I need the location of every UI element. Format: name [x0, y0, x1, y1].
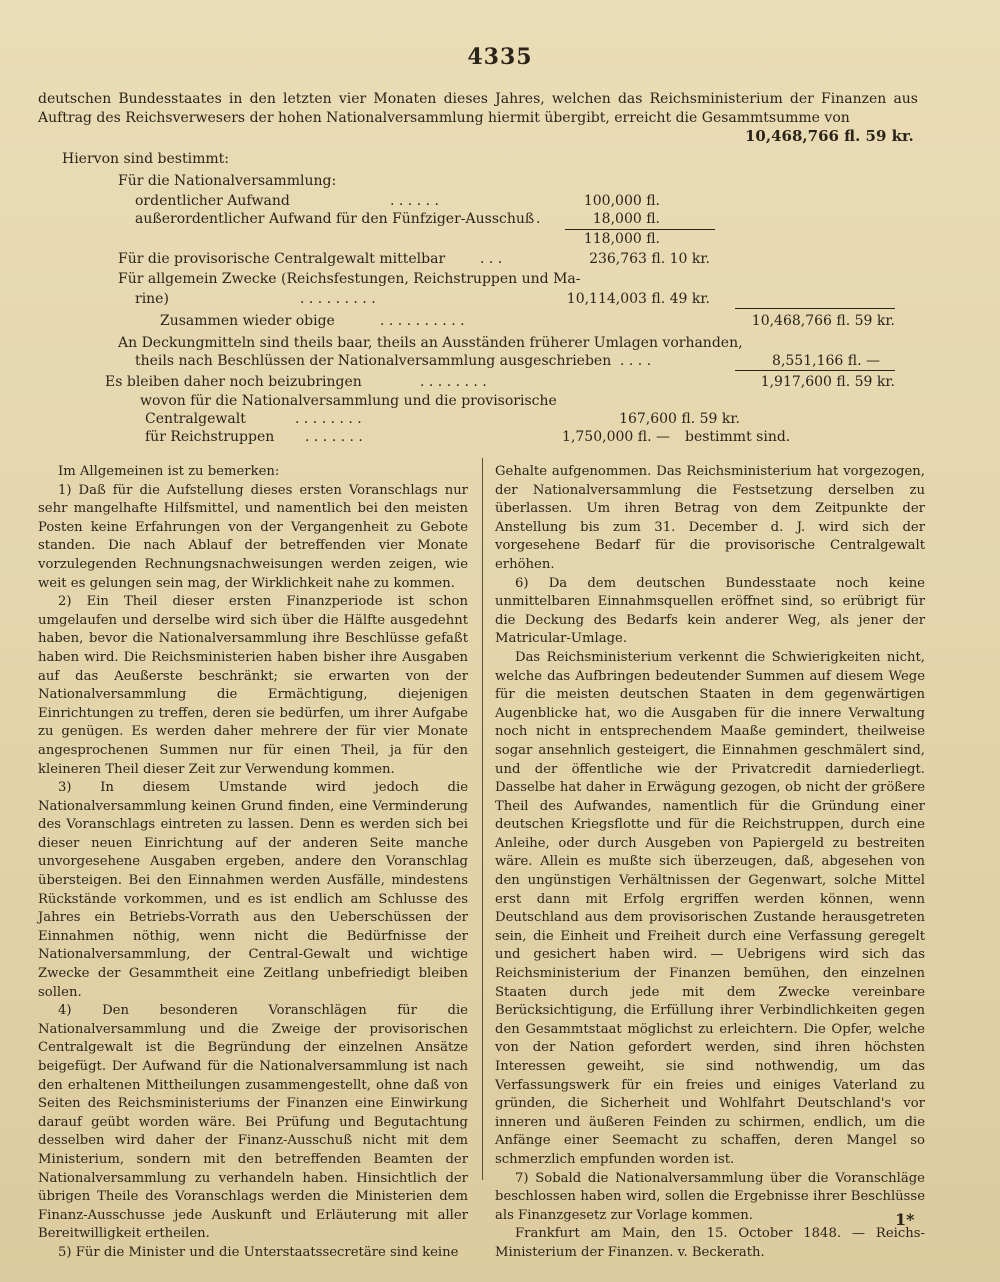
centralgewalt-value: 167,600 fl. 59 kr.	[619, 411, 740, 427]
budget-heading: Hiervon sind bestimmt:	[62, 151, 229, 167]
ausserordentlich-dots: .	[536, 211, 541, 227]
reichstruppen-value: 1,750,000 fl. —	[562, 429, 670, 445]
ordentlich-value: 100,000 fl.	[583, 193, 660, 209]
total-rule	[735, 308, 895, 309]
right-paragraph: Gehalte aufgenommen. Das Reichsministerium hat vorgezogen, der Nationalversammlung die Festsetzung derselben zu überlassen. Um ihren Betrag von dem Zeitpunkte der Anstellung bis zum 31. December d. J. wird sich der vorgesehene Bedarf für die provisorische Centralgewalt erhöhen.	[495, 464, 925, 572]
bleiben-value: 1,917,600 fl. 59 kr.	[760, 374, 895, 390]
remainder-rule	[735, 370, 895, 371]
centralgewalt-label: Centralgewalt	[145, 411, 246, 427]
left-paragraph: 1) Daß für die Aufstellung dieses ersten Voranschlags nur sehr mangelhafte Hilfsmittel, und namentlich bei den meisten Posten keine Erfahrungen von der Vergangenheit zu Gebote standen. Die nach Ablauf der betreffenden vier Monate vorzulegenden Rechnungsnachweisungen werden zeigen, wie weit es gelungen sein mag, der Wirklichkeit nahe zu kommen.	[38, 482, 468, 591]
left-paragraph: 5) Für die Minister und die Unterstaatssecretäre sind keine	[58, 1244, 459, 1260]
zentral-dots: . . .	[480, 251, 503, 267]
zusammen-dots: . . . . . . . . . .	[380, 313, 465, 329]
centralgewalt-dots: . . . . . . . .	[295, 411, 362, 427]
deckung-dots: . . . .	[620, 353, 652, 369]
ordentlich-label: ordentlicher Aufwand	[135, 193, 290, 209]
deckung-label: An Deckungmitteln sind theils baar, theils an Ausständen früherer Umlagen vorhanden,	[118, 335, 743, 351]
left-paragraph: 2) Ein Theil dieser ersten Finanzperiode ist schon umgelaufen und derselbe wird sich über die Hälfte ausgedehnt haben, bevor die Nationalversammlung ihre Beschlüsse gefaßt haben wird. Die Reichsministerien haben bisher ihre Ausgaben auf das Aeußerste beschränkt; sie erwarten von der Nationalversammlung die Ermächtigung, diejenigen Einrichtungen zu treffen, deren sie bedürfen, um ihrer Aufgabe zu genügen. Es werden daher mehrere der für vier Monate angesprochenen Summen nur für einen Theil, ja für den kleineren Theil dieser Zeit zur Verwendung kommen.	[38, 594, 468, 777]
zentral-label: Für die provisorische Centralgewalt mittelbar	[118, 251, 446, 267]
right-paragraph: 7) Sobald die Nationalversammlung über die Voranschläge beschlossen haben wird, sollen die Ergebnisse ihrer Beschlüsse als Finanzgesetz zur Vorlage kommen.	[495, 1170, 925, 1223]
reichstruppen-dots: . . . . . . .	[305, 429, 363, 445]
right-paragraph: Das Reichsministerium verkennt die Schwierigkeiten nicht, welche das Aufbringen bedeutender Summen auf diesem Wege für die meisten deutschen Staaten in dem gegenwärtigen Augenblicke hat, wo die Ausgaben für die innere Verwaltung noch nicht in entsprechendem Maaße gemindert, theilweise sogar ansehnlich gesteigert, die Einnahmen geschmälert sind, und der öffentliche wie der Privatcredit darniederliegt. Dasselbe hat daher in Erwägung gezogen, ob nicht der größere Theil des Aufwandes, namentlich für die Gründung einer deutschen Kriegsflotte und für die Reichstruppen, durch eine Anleihe, oder durch Ausgeben von Papiergeld zu bestreiten wäre. Allein es mußte sich überzeugen, daß, abgesehen von den ungünstigen Verhältnissen der Gegenwart, solche Mittel erst dann mit Erfolg ergriffen werden können, wenn Deutschland aus dem provisorischen Zustande herausgetreten sein, die Einheit und Freiheit durch eine Verfassung geregelt und gesichert haben wird. — Uebrigens wird sich das Reichsministerium der Finanzen bemühen, den einzelnen Staaten durch jede mit dem Zwecke vereinbare Berücksichtigung, die Erfüllung ihrer Verbindlichkeiten gegen den Gesammtstaat möglichst zu erleichtern. Die Opfer, welche von der Nation gefordert werden, sind ihren höchsten Interessen geweiht, sie sind nothwendig, um das Verfassungswerk für ein freies und einiges Vaterland zu gründen, die Sicherheit und Wohlfahrt Deutschland's vor inneren und äußeren Feinden zu schirmen, endlich, um die Anfänge einer Seemacht zu schaffen, deren Mangel so schmerzlich empfunden worden ist.	[495, 649, 925, 1167]
right-paragraph: Frankfurt am Main, den 15. October 1848. — Reichs-Ministerium der Finanzen. v. Beckerath.	[495, 1226, 925, 1260]
ordentlich-dots: . . . . . .	[390, 193, 439, 209]
nv-heading: Für die Nationalversammlung:	[118, 173, 337, 189]
reichstruppen-label: für Reichstruppen	[145, 429, 275, 445]
zentral-value: 236,763 fl. 10 kr.	[589, 251, 710, 267]
allgemein-value: 10,114,003 fl. 49 kr.	[566, 291, 710, 307]
page-number: 4335	[467, 44, 533, 70]
right-paragraph: 6) Da dem deutschen Bundesstaate noch keine unmittelbaren Einnahmsquellen eröffnet sind, so erübrigt für die Deckung des Bedarfs kein anderer Weg, als jener der Matricular-Umlage.	[495, 575, 925, 647]
wovon-label: wovon für die Nationalversammlung und die provisorische	[140, 393, 557, 409]
sheet-signature: 1*	[895, 1210, 915, 1229]
bleiben-label: Es bleiben daher noch beizubringen	[105, 374, 362, 390]
allgemein-dots: . . . . . . . . .	[300, 291, 376, 307]
column-divider	[482, 458, 483, 1180]
reichstruppen-tail: bestimmt sind.	[685, 429, 791, 445]
left-column	[38, 463, 468, 1263]
left-paragraph: 3) In diesem Umstande wird jedoch die Nationalversammlung keinen Grund finden, eine Verminderung des Voranschlags eintreten zu lassen. Denn es werden sich bei dieser neuen Einrichtung auf der anderen Seite manche unvorgesehene Ausgaben ergeben, andere den Voranschlag übersteigen. Bei den Einnahmen werden Ausfälle, mindestens Rückstände vorkommen, und es ist endlich am Schlusse des Jahres ein Betriebs-Vorrath aus den Ueberschüssen der Einnahmen nöthig, wenn nicht die Bedürfnisse der Nationalversammlung, der Central-Gewalt und wichtige Zwecke der Gesammtheit eine Zeitlang unbefriedigt bleiben sollen.	[38, 780, 468, 1000]
left-paragraph: 4) Den besonderen Voranschlägen für die Nationalversammlung und die Zweige der provisorischen Centralgewalt ist die Begründung der einzelnen Ansätze beigefügt. Der Aufwand für die Nationalversammlung ist nach den erhaltenen Mittheilungen zusammengestellt, ohne daß von Seiten des Reichsministeriums der Finanzen eine Einwirkung darauf geübt worden wäre. Bei Prüfung und Begutachtung desselben wird daher der Finanz-Ausschuß nicht mit dem Ministerium, sondern mit den betreffenden Beamten der Nationalversammlung zu verhandeln haben. Hinsichtlich der übrigen Theile des Voranschlags werden die Ministerien dem Finanz-Ausschusse jede Auskunft und Erläuterung mit aller Bereitwilligkeit ertheilen.	[38, 1003, 468, 1242]
right-column	[495, 463, 925, 1263]
intro-paragraph: deutschen Bundesstaates in den letzten vier Monaten dieses Jahres, welchen das Reichsministerium der Finanzen aus Auftrag des Reichsverwesers der hohen Nationalversammlung hiermit übergibt, erreicht die Gesammtsumme von	[38, 91, 918, 126]
ausserordentlich-label: außerordentlicher Aufwand für den Fünfziger-Ausschuß	[135, 211, 535, 227]
deckung-value: 8,551,166 fl. —	[772, 353, 880, 369]
zusammen-value: 10,468,766 fl. 59 kr.	[751, 313, 895, 329]
deckung-label-2: theils nach Beschlüssen der Nationalversammlung ausgeschrieben	[135, 353, 612, 369]
left-paragraph: Im Allgemeinen ist zu bemerken:	[58, 464, 280, 479]
zusammen-label: Zusammen wieder obige	[160, 313, 335, 329]
allgemein-label-2: rine)	[135, 291, 169, 307]
grand-total: 10,468,766 fl. 59 kr.	[745, 127, 914, 145]
nv-sum: 118,000 fl.	[583, 231, 660, 247]
bleiben-dots: . . . . . . . .	[420, 374, 487, 390]
allgemein-label: Für allgemein Zwecke (Reichsfestungen, Reichstruppen und Ma-	[118, 271, 581, 287]
ausserordentlich-value: 18,000 fl.	[592, 211, 660, 227]
